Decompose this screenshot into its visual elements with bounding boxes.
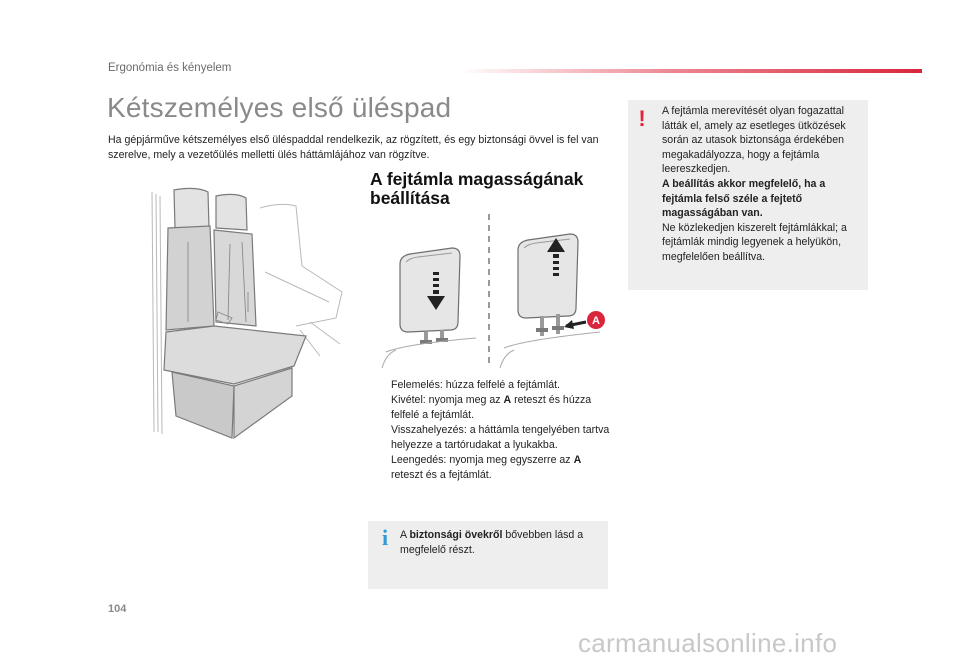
label-a: A: [592, 315, 600, 327]
list-item: Kivétel: nyomja meg az A reteszt és húzza felfelé a fejtámlát.: [391, 394, 592, 421]
page-number: 104: [108, 603, 127, 615]
headrest-right: [500, 234, 600, 368]
list-item: Felemelés: húzza felfelé a fejtámlát.: [391, 379, 560, 391]
header-divider: [460, 69, 922, 73]
watermark: carmanualsonline.info: [578, 628, 838, 658]
bench-seat-illustration: [140, 182, 350, 444]
warning-icon: !: [638, 106, 646, 131]
headrest-left: [382, 248, 476, 368]
list-item: Leengedés: nyomja meg egyszerre az A reteszt és a fejtámlát.: [391, 454, 582, 481]
seatbelt-reference: biztonsági övekről: [409, 529, 503, 541]
page-title: Kétszemélyes első üléspad: [107, 92, 452, 123]
info-icon: i: [381, 525, 389, 550]
intro-paragraph: Ha gépjárműve kétszemélyes első üléspaddal rendelkezik, az rögzített, és egy biztonsági övvel is fel van szerelve, mely a vezetőülés melletti ülés háttámlájához van rögzítve.: [108, 134, 599, 161]
list-item: Visszahelyezés: a háttámla tengelyében tartva helyezze a tartórudakat a lyukakba.: [391, 424, 610, 451]
info-note-text: A biztonsági övekről bővebben lásd a megfelelő részt.: [400, 529, 584, 556]
steps-list: [370, 378, 610, 483]
warning-note-text: A fejtámla merevítését olyan fogazattal látták el, amely az esetleges ütközések során az utasok biztonsága érdekében megakadályozza, hogy a fejtámla leereszkedjen. A beállítás akkor megfelelő, ha a fejtámla felső széle a fejtető magasságában van. Ne közlekedjen kiszerelt fejtámlákkal; a fejtámlák mindig legyenek a helyükön, megfelelően beállítva.: [662, 105, 847, 263]
section-header: Ergonómia és kényelem: [108, 62, 232, 74]
section-title: A fejtámla magasságának beállítása: [370, 169, 584, 208]
latch-pointer-arrow-icon: [564, 320, 586, 329]
headrest-adjustment-illustration: [378, 212, 610, 368]
